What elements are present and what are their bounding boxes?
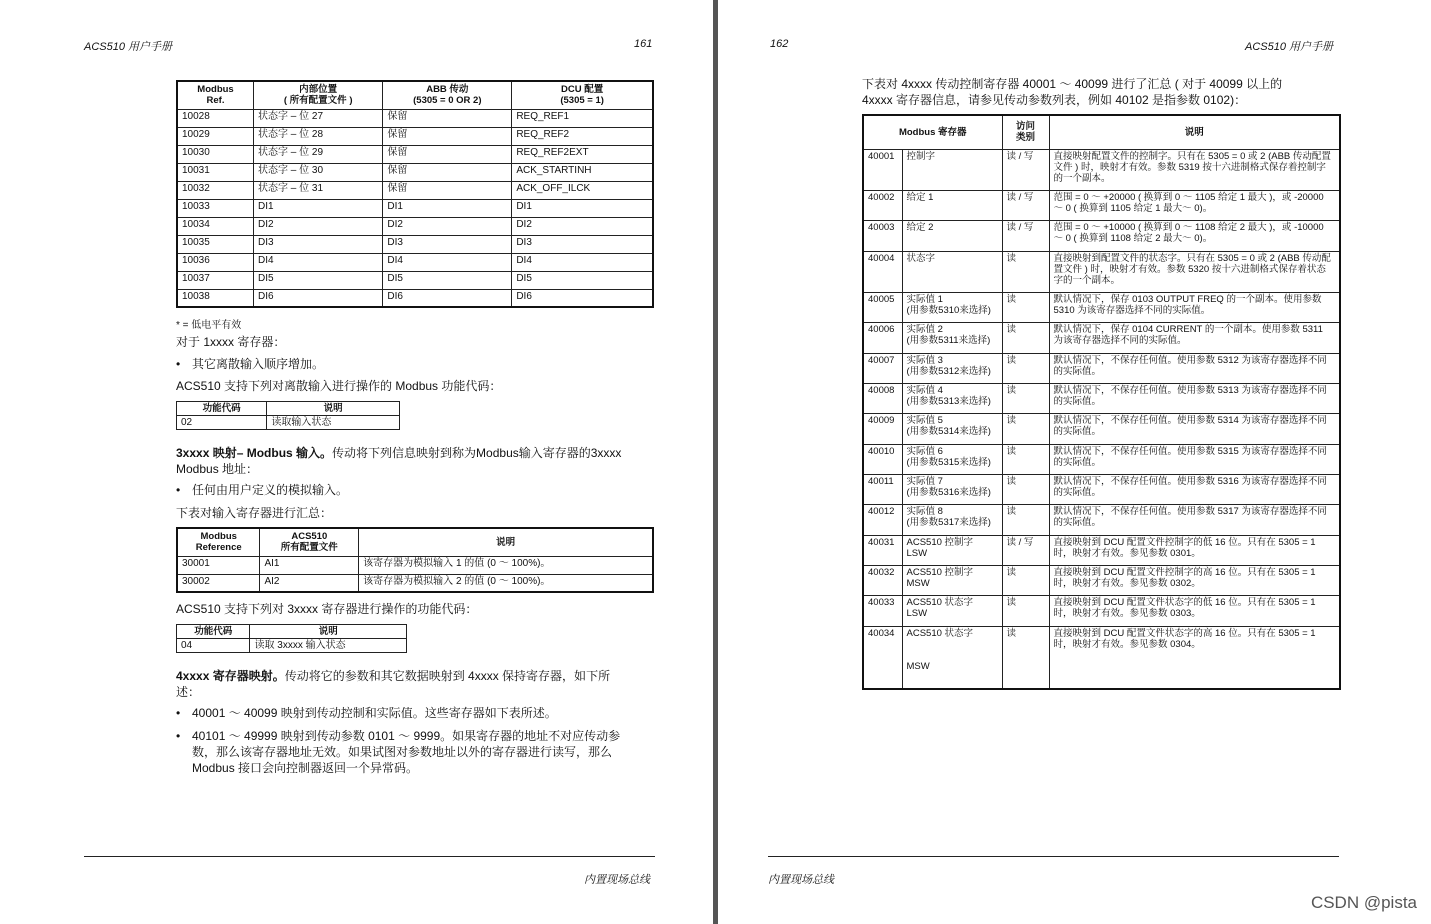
table-cell: 直接映射到 DCU 配置文件控制字的低 16 位。只有在 5305 = 1 时，映射才有效。参见参数 0301。 bbox=[1049, 535, 1340, 565]
table-cell: DI5 bbox=[254, 271, 383, 289]
watermark: CSDN @pista bbox=[1310, 893, 1417, 912]
table-row bbox=[177, 235, 653, 253]
page-number: 162 bbox=[770, 38, 789, 50]
table-cell: 保留 bbox=[383, 181, 512, 199]
table-cell: 读 bbox=[1002, 353, 1049, 383]
table-row bbox=[863, 292, 1340, 322]
table-cell: 10030 bbox=[177, 145, 254, 163]
bullet-text: 40001 ～ 40099 映射到传动控制和实际值。这些寄存器如下表所述。 bbox=[192, 706, 557, 720]
table-row bbox=[863, 413, 1340, 444]
column-header: DCU 配置 (5305 = 1) bbox=[512, 81, 653, 109]
table-cell: 40003 bbox=[863, 220, 902, 251]
table-cell: 读取 3xxxx 输入状态 bbox=[250, 639, 407, 653]
table-cell: 范围 = 0 ～ +10000 ( 换算到 0 ～ 1108 给定 2 最大 )，或 -10000 ～ 0 ( 换算到 1108 给定 2 最大～ 0)。 bbox=[1049, 220, 1340, 251]
table-cell: 40004 bbox=[863, 251, 902, 292]
input-register-table bbox=[176, 527, 654, 593]
table-cell: 给定 2 bbox=[902, 220, 1002, 251]
paragraph-4xxxx-line2: 述： bbox=[176, 685, 201, 699]
table-row bbox=[863, 595, 1340, 626]
table-cell: 默认情况下，不保存任何值。使用参数 5312 为该寄存器选择不同的实际值。 bbox=[1049, 353, 1340, 383]
function-code-table bbox=[176, 401, 400, 430]
table-cell: DI6 bbox=[254, 289, 383, 307]
table-cell: 状态字 – 位 27 bbox=[254, 109, 383, 127]
table-row bbox=[177, 217, 653, 235]
table-cell: DI5 bbox=[383, 271, 512, 289]
table-cell: ACK_STARTINH bbox=[512, 163, 653, 181]
table-row bbox=[177, 163, 653, 181]
table-row bbox=[863, 220, 1340, 251]
table-cell: DI3 bbox=[512, 235, 653, 253]
footer-rule bbox=[84, 856, 655, 857]
column-header: 说明 bbox=[267, 402, 400, 416]
table-cell: 状态字 bbox=[902, 251, 1002, 292]
table-cell: 范围 = 0 ～ +20000 ( 换算到 0 ～ 1105 给定 1 最大 )，或 -20000 ～ 0 ( 换算到 1105 给定 1 最大～ 0)。 bbox=[1049, 190, 1340, 220]
table-cell: 10033 bbox=[177, 199, 254, 217]
table-cell: 读 / 写 bbox=[1002, 535, 1049, 565]
bullet-item: • 40101 ～ 49999 映射到传动参数 0101 ～ 9999。如果寄存器的地址不对应传动参 数，那么该寄存器地址无效。如果试图对参数地址以外的寄存器进行读写，那么 Modbus 接口会向控制器返回一个异常码。 bbox=[176, 729, 621, 775]
table-cell: 40031 bbox=[863, 535, 902, 565]
table-cell: 直接映射到 DCU 配置文件状态字的高 16 位。只有在 5305 = 1 时，映射才有效。参见参数 0304。 bbox=[1049, 626, 1340, 689]
paragraph-4xxxx bbox=[176, 668, 656, 700]
table-cell: 读 bbox=[1002, 383, 1049, 413]
table-cell: 40007 bbox=[863, 353, 902, 383]
table-cell: DI5 bbox=[512, 271, 653, 289]
table-cell: 直接映射到 DCU 配置文件控制字的高 16 位。只有在 5305 = 1 时，映射才有效。参见参数 0302。 bbox=[1049, 565, 1340, 595]
table-cell: 10031 bbox=[177, 163, 254, 181]
table-cell: 默认情况下，不保存任何值。使用参数 5317 为该寄存器选择不同的实际值。 bbox=[1049, 504, 1340, 535]
table-cell: 默认情况下，保存 0103 OUTPUT FREQ 的一个副本。使用参数 5310 为该寄存器选择不同的实际值。 bbox=[1049, 292, 1340, 322]
paragraph-summary: 下表对输入寄存器进行汇总： bbox=[176, 506, 333, 520]
table-cell: 10028 bbox=[177, 109, 254, 127]
table-row bbox=[177, 289, 653, 307]
header-title: ACS510 用户手册 bbox=[84, 41, 173, 53]
table-cell: 30001 bbox=[177, 556, 260, 574]
table-cell: ACS510 状态字 MSW bbox=[902, 626, 1002, 689]
table-row bbox=[177, 271, 653, 289]
table-cell: REQ_REF2EXT bbox=[512, 145, 653, 163]
column-header: Modbus Reference bbox=[177, 528, 260, 556]
table-row bbox=[863, 626, 1340, 689]
table-row bbox=[863, 504, 1340, 535]
table-cell: 40012 bbox=[863, 504, 902, 535]
table-cell: 默认情况下，不保存任何值。使用参数 5316 为该寄存器选择不同的实际值。 bbox=[1049, 474, 1340, 504]
paragraph-3xxxx-text: 传动将下列信息映射到称为Modbus输入寄存器的3xxxx bbox=[332, 446, 622, 460]
table-cell: 读 bbox=[1002, 444, 1049, 474]
holding-register-table bbox=[862, 114, 1341, 690]
column-header: 内部位置 ( 所有配置文件 ) bbox=[254, 81, 383, 109]
column-header: ABB 传动 (5305 = 0 OR 2) bbox=[383, 81, 512, 109]
table-cell: 读 bbox=[1002, 474, 1049, 504]
table-cell: 实际值 4 (用参数5313来选择) bbox=[902, 383, 1002, 413]
table-cell: 默认情况下，不保存任何值。使用参数 5315 为该寄存器选择不同的实际值。 bbox=[1049, 444, 1340, 474]
table-cell: ACS510 控制字 LSW bbox=[902, 535, 1002, 565]
section-title-4xxxx: 4xxxx 寄存器映射。 bbox=[176, 669, 285, 683]
table-row bbox=[863, 535, 1340, 565]
table-row bbox=[863, 444, 1340, 474]
table-row bbox=[177, 639, 407, 653]
table-cell: 该寄存器为模拟输入 2 的值 (0 ～ 100%)。 bbox=[359, 574, 653, 592]
table-row bbox=[177, 574, 653, 592]
table-cell: 状态字 – 位 31 bbox=[254, 181, 383, 199]
table-cell: 实际值 3 (用参数5312来选择) bbox=[902, 353, 1002, 383]
table-cell: 实际值 1 (用参数5310来选择) bbox=[902, 292, 1002, 322]
table-cell: 状态字 – 位 29 bbox=[254, 145, 383, 163]
table-row bbox=[863, 474, 1340, 504]
footnote: * = 低电平有效 bbox=[176, 320, 242, 331]
column-header: Modbus 寄存器 bbox=[863, 115, 1002, 149]
table-row bbox=[177, 199, 653, 217]
column-header: ACS510 所有配置文件 bbox=[260, 528, 359, 556]
table-cell: DI4 bbox=[383, 253, 512, 271]
table-cell: 读 bbox=[1002, 413, 1049, 444]
page-162 bbox=[718, 0, 1431, 924]
table-cell: 实际值 6 (用参数5315来选择) bbox=[902, 444, 1002, 474]
table-cell: DI6 bbox=[383, 289, 512, 307]
footer-title: 内置现场总线 bbox=[584, 874, 650, 886]
table-cell: 实际值 8 (用参数5317来选择) bbox=[902, 504, 1002, 535]
column-header: Modbus Ref. bbox=[177, 81, 254, 109]
table-cell: DI2 bbox=[254, 217, 383, 235]
intro-paragraph: 下表对 4xxxx 传动控制寄存器 40001 ～ 40099 进行了汇总 ( 对于 40099 以上的 4xxxx 寄存器信息，请参见传动参数列表，例如 40102 是指参数 0102)： bbox=[862, 77, 1283, 107]
table-cell: 40010 bbox=[863, 444, 902, 474]
section-title-3xxxx: 3xxxx 映射– Modbus 输入。 bbox=[176, 446, 333, 460]
table-cell: 40001 bbox=[863, 149, 902, 190]
table-cell: 40008 bbox=[863, 383, 902, 413]
table-cell: 状态字 – 位 30 bbox=[254, 163, 383, 181]
table-cell: DI1 bbox=[254, 199, 383, 217]
table-row bbox=[863, 383, 1340, 413]
table-cell: 10038 bbox=[177, 289, 254, 307]
table-cell: 40006 bbox=[863, 322, 902, 353]
table-cell: 直接映射到 DCU 配置文件状态字的低 16 位。只有在 5305 = 1 时，映射才有效。参见参数 0303。 bbox=[1049, 595, 1340, 626]
table-cell: DI2 bbox=[512, 217, 653, 235]
table-cell: DI4 bbox=[512, 253, 653, 271]
table-cell: AI1 bbox=[260, 556, 359, 574]
table-cell: DI3 bbox=[383, 235, 512, 253]
table-cell: DI3 bbox=[254, 235, 383, 253]
table-cell: 保留 bbox=[383, 109, 512, 127]
table-cell: 给定 1 bbox=[902, 190, 1002, 220]
paragraph-function-codes: ACS510 支持下列对离散输入进行操作的 Modbus 功能代码： bbox=[176, 379, 502, 393]
table-cell: 10029 bbox=[177, 127, 254, 145]
column-header: 功能代码 bbox=[177, 402, 267, 416]
table-cell: DI2 bbox=[383, 217, 512, 235]
table-cell: 读 bbox=[1002, 251, 1049, 292]
table-cell: REQ_REF2 bbox=[512, 127, 653, 145]
paragraph-1xxxx: 对于 1xxxx 寄存器： bbox=[176, 335, 286, 349]
bullet-text: 任何由用户定义的模拟输入。 bbox=[192, 483, 349, 497]
table-cell: 读 bbox=[1002, 595, 1049, 626]
column-header: 说明 bbox=[1049, 115, 1340, 149]
bullet-text: 其它离散输入顺序增加。 bbox=[192, 357, 325, 371]
table-cell: DI6 bbox=[512, 289, 653, 307]
table-cell: 读 bbox=[1002, 292, 1049, 322]
table-cell: 读 bbox=[1002, 504, 1049, 535]
table-cell: 该寄存器为模拟输入 1 的值 (0 ～ 100%)。 bbox=[359, 556, 653, 574]
table-row bbox=[863, 149, 1340, 190]
table-row bbox=[863, 251, 1340, 292]
table-cell: 保留 bbox=[383, 145, 512, 163]
table-cell: 10037 bbox=[177, 271, 254, 289]
bullet-text: 40101 ～ 49999 映射到传动参数 0101 ～ 9999。如果寄存器的地址不对应传动参 数，那么该寄存器地址无效。如果试图对参数地址以外的寄存器进行读写，那么 Modbus 接口会向控制器返回一个异常码。 bbox=[192, 729, 621, 775]
table-row bbox=[863, 565, 1340, 595]
table-row bbox=[177, 181, 653, 199]
column-header: 功能代码 bbox=[177, 625, 250, 639]
table-cell: 实际值 7 (用参数5316来选择) bbox=[902, 474, 1002, 504]
table-row bbox=[177, 145, 653, 163]
table-cell: 30002 bbox=[177, 574, 260, 592]
table-cell: AI2 bbox=[260, 574, 359, 592]
page-number: 161 bbox=[634, 38, 653, 50]
table-cell: 40002 bbox=[863, 190, 902, 220]
table-cell: DI1 bbox=[512, 199, 653, 217]
table-cell: 10034 bbox=[177, 217, 254, 235]
paragraph-3xxxx bbox=[176, 445, 656, 477]
table-cell: 默认情况下，不保存任何值。使用参数 5314 为该寄存器选择不同的实际值。 bbox=[1049, 413, 1340, 444]
paragraph-function-codes-3xxxx: ACS510 支持下列对 3xxxx 寄存器进行操作的功能代码： bbox=[176, 602, 478, 616]
table-cell: 40032 bbox=[863, 565, 902, 595]
table-cell: 40011 bbox=[863, 474, 902, 504]
table-cell: 读 / 写 bbox=[1002, 190, 1049, 220]
table-cell: 默认情况下，不保存任何值。使用参数 5313 为该寄存器选择不同的实际值。 bbox=[1049, 383, 1340, 413]
table-cell: 04 bbox=[177, 639, 250, 653]
table-cell: 10032 bbox=[177, 181, 254, 199]
table-cell: 40033 bbox=[863, 595, 902, 626]
table-cell: 状态字 – 位 28 bbox=[254, 127, 383, 145]
table-row bbox=[863, 190, 1340, 220]
table-cell: 保留 bbox=[383, 127, 512, 145]
table-cell: 控制字 bbox=[902, 149, 1002, 190]
table-row bbox=[177, 253, 653, 271]
table-row bbox=[177, 109, 653, 127]
column-header: 说明 bbox=[359, 528, 653, 556]
table-cell: 10035 bbox=[177, 235, 254, 253]
table-row bbox=[177, 127, 653, 145]
table-cell: 实际值 5 (用参数5314来选择) bbox=[902, 413, 1002, 444]
table-cell: 默认情况下，保存 0104 CURRENT 的一个副本。使用参数 5311 为该寄存器选择不同的实际值。 bbox=[1049, 322, 1340, 353]
table-row bbox=[177, 416, 400, 430]
table-cell: 02 bbox=[177, 416, 267, 430]
table-cell: 40034 bbox=[863, 626, 902, 689]
table-row bbox=[177, 556, 653, 574]
table-cell: 读 bbox=[1002, 322, 1049, 353]
paragraph-4xxxx-text: 传动将它的参数和其它数据映射到 4xxxx 保持寄存器，如下所 bbox=[284, 669, 611, 683]
table-cell: 直接映射配置文件的控制字。只有在 5305 = 0 或 2 (ABB 传动配置文件 ) 时，映射才有效。参数 5319 按十六进制格式保存着控制字的一个副本。 bbox=[1049, 149, 1340, 190]
paragraph-3xxxx-line2: Modbus 地址： bbox=[176, 462, 259, 476]
table-cell: 40009 bbox=[863, 413, 902, 444]
table-cell: 10036 bbox=[177, 253, 254, 271]
discrete-input-table bbox=[176, 80, 654, 308]
table-cell: 40005 bbox=[863, 292, 902, 322]
footer-rule bbox=[768, 856, 1339, 857]
table-cell: ACS510 控制字 MSW bbox=[902, 565, 1002, 595]
table-cell: 读 bbox=[1002, 565, 1049, 595]
table-cell: 读 bbox=[1002, 626, 1049, 689]
table-cell: 保留 bbox=[383, 163, 512, 181]
table-cell: 读 / 写 bbox=[1002, 220, 1049, 251]
page-161: ACS510 用户手册 161 Modbus Ref. 内部位置 ( 所有配置文件 ) ABB 传动 (5305 = 0 OR 2) DCU 配置 (5305 = 1) 10028 状态字 – 位 27 保留 REQ_REF1 10029 状态字 – 位 28 保留 REQ_REF2 10030 状态字 – 位 29 保留 REQ_REF2EXT 10031 状态字 – 位 30 保留 ACK_STARTINH 10032 状态字 – 位 31 保留 ACK_OFF_ILCK 10033 DI1 DI1 DI1 10034 DI2 DI2 DI2 10035 DI3 DI3 DI3 10036 DI4 DI4 DI4 10037 DI5 DI5 DI5 10038 DI6 DI6 DI6 * = 低电平有效 对于 1xxxx 寄存器： • 其它离散输入顺序增加。 ACS510 支持下列对离散输入进行操作的 Modbus 功能代码： 功能代码 说明 02 读取输入状态 3xxxx 映射– Modbus 输入。传动将下列信息映射到称为Modbus输入寄存器的3xxxx Modbus 地址： • 任何由用户定义的模拟输入。 下表对输入寄存器进行汇总： Modbus Reference ACS510 所有配置文件 说明 30001 AI1 该寄存器为模拟输入 1 的值 (0 ～ 100%)。 30002 AI2 该寄存器为模拟输入 2 的值 (0 ～ 100%)。 ACS510 支持下列对 3xxxx 寄存器进行操作的功能代码： 功能代码 说明 04 读取 3xxxx 输入状态 4xxxx 寄存器映射。传动将它的参数和其它数据映射到 4xxxx 保持寄存器，如下所 述： • 40001 ～ 40099 映射到传动控制和实际值。这些寄存器如下表所述。 • 40101 ～ 49999 映射到传动参数 0101 ～ 9999。如果寄存器的地址不对应传动参 数，那么该寄存器地址无效。如果试图对参数地址以外的寄存器进行读写，那么 Modbus 接口会向控制器返回一个异常码。 内置现场总线 bbox=[0, 0, 713, 924]
table-cell: DI1 bbox=[383, 199, 512, 217]
column-header: 访问 类别 bbox=[1002, 115, 1049, 149]
table-cell: 读取输入状态 bbox=[267, 416, 400, 430]
function-code-table-3xxxx bbox=[176, 624, 407, 653]
table-cell: DI4 bbox=[254, 253, 383, 271]
header-title: ACS510 用户手册 bbox=[1245, 41, 1334, 53]
table-cell: REQ_REF1 bbox=[512, 109, 653, 127]
table-cell: 读 / 写 bbox=[1002, 149, 1049, 190]
table-cell: 实际值 2 (用参数5311来选择) bbox=[902, 322, 1002, 353]
table-cell: 直接映射到配置文件的状态字。只有在 5305 = 0 或 2 (ABB 传动配置文件 ) 时，映射才有效。参数 5320 按十六进制格式保存着状态字的一个副本。 bbox=[1049, 251, 1340, 292]
column-header: 说明 bbox=[250, 625, 407, 639]
table-header-row bbox=[177, 81, 653, 109]
table-cell: ACS510 状态字 LSW bbox=[902, 595, 1002, 626]
table-row bbox=[863, 322, 1340, 353]
table-cell: ACK_OFF_ILCK bbox=[512, 181, 653, 199]
footer-title: 内置现场总线 bbox=[768, 874, 834, 886]
table-row bbox=[863, 353, 1340, 383]
